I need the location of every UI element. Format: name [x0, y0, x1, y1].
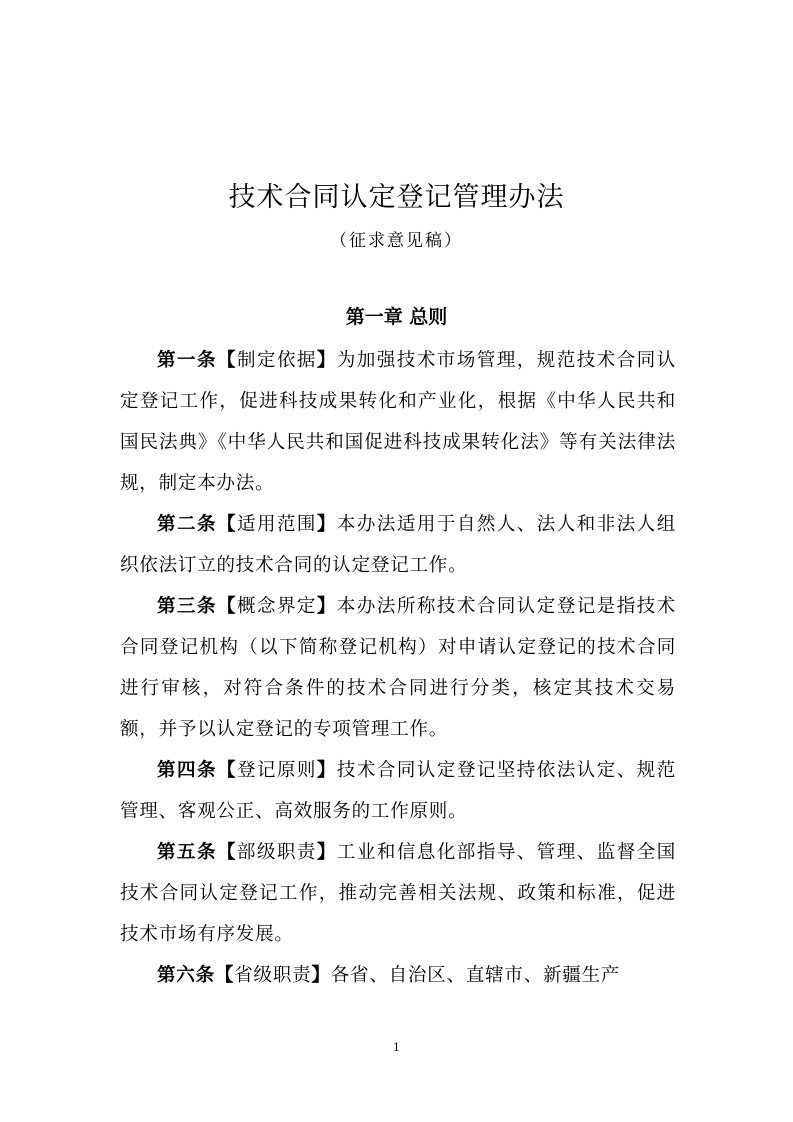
article-label: 第五条	[157, 842, 217, 863]
article-5	[120, 832, 676, 955]
chapter-heading: 第一章 总则	[345, 306, 448, 328]
document-subtitle: （征求意见稿）	[330, 231, 463, 251]
article-bracket-open: 【	[214, 965, 235, 986]
article-bracket-close: 】	[316, 596, 337, 617]
article-bracket-close: 】	[311, 965, 331, 986]
article-label: 第三条	[157, 596, 217, 617]
article-topic: 登记原则	[236, 760, 317, 781]
article-1	[120, 340, 676, 504]
article-text: 工业和信息化部指导、管理、监督全国技术合同认定登记工作，推动完善相关法规、政策和标准，促进技术市场有序发展。	[120, 842, 677, 945]
article-bracket-close: 】	[316, 760, 337, 781]
document-body	[120, 340, 676, 996]
article-label: 第二条	[157, 514, 217, 535]
article-topic: 概念界定	[236, 596, 317, 617]
article-bracket-open: 【	[216, 350, 237, 371]
article-bracket-open: 【	[216, 596, 237, 617]
article-bracket-open: 【	[216, 842, 237, 863]
article-text: 各省、自治区、直辖市、新疆生产	[330, 965, 621, 986]
article-bracket-close: 】	[316, 842, 337, 863]
article-text: 为加强技术市场管理，规范技术合同认定登记工作，促进科技成果转化和产业化，根据《中华人民共和国民法典》《中华人民共和国促进科技成果转化法》等有关法律法规，制定本办法。	[120, 350, 677, 494]
document-title: 技术合同认定登记管理办法	[228, 182, 565, 213]
article-bracket-open: 【	[216, 760, 237, 781]
article-topic: 省级职责	[234, 965, 312, 986]
article-bracket-close: 】	[316, 350, 337, 371]
article-text: 本办法所称技术合同认定登记是指技术合同登记机构（以下简称登记机构）对申请认定登记的技术合同进行审核，对符合条件的技术合同进行分类，核定其技术交易额，并予以认定登记的专项管理工作。	[120, 596, 677, 740]
article-6	[120, 955, 676, 996]
article-text: 本办法适用于自然人、法人和非法人组织依法订立的技术合同的认定登记工作。	[120, 514, 677, 576]
article-3	[120, 586, 676, 750]
article-label: 第四条	[157, 760, 217, 781]
article-4	[120, 750, 676, 832]
article-bracket-close: 】	[316, 514, 337, 535]
article-topic: 部级职责	[236, 842, 317, 863]
article-topic: 制定依据	[236, 350, 317, 371]
page-number: 1	[393, 1041, 400, 1054]
article-label: 第六条	[157, 965, 215, 986]
article-text: 技术合同认定登记坚持依法认定、规范管理、客观公正、高效服务的工作原则。	[120, 760, 677, 822]
article-bracket-open: 【	[216, 514, 237, 535]
article-label: 第一条	[157, 350, 217, 371]
article-topic: 适用范围	[236, 514, 317, 535]
article-2	[120, 504, 676, 586]
